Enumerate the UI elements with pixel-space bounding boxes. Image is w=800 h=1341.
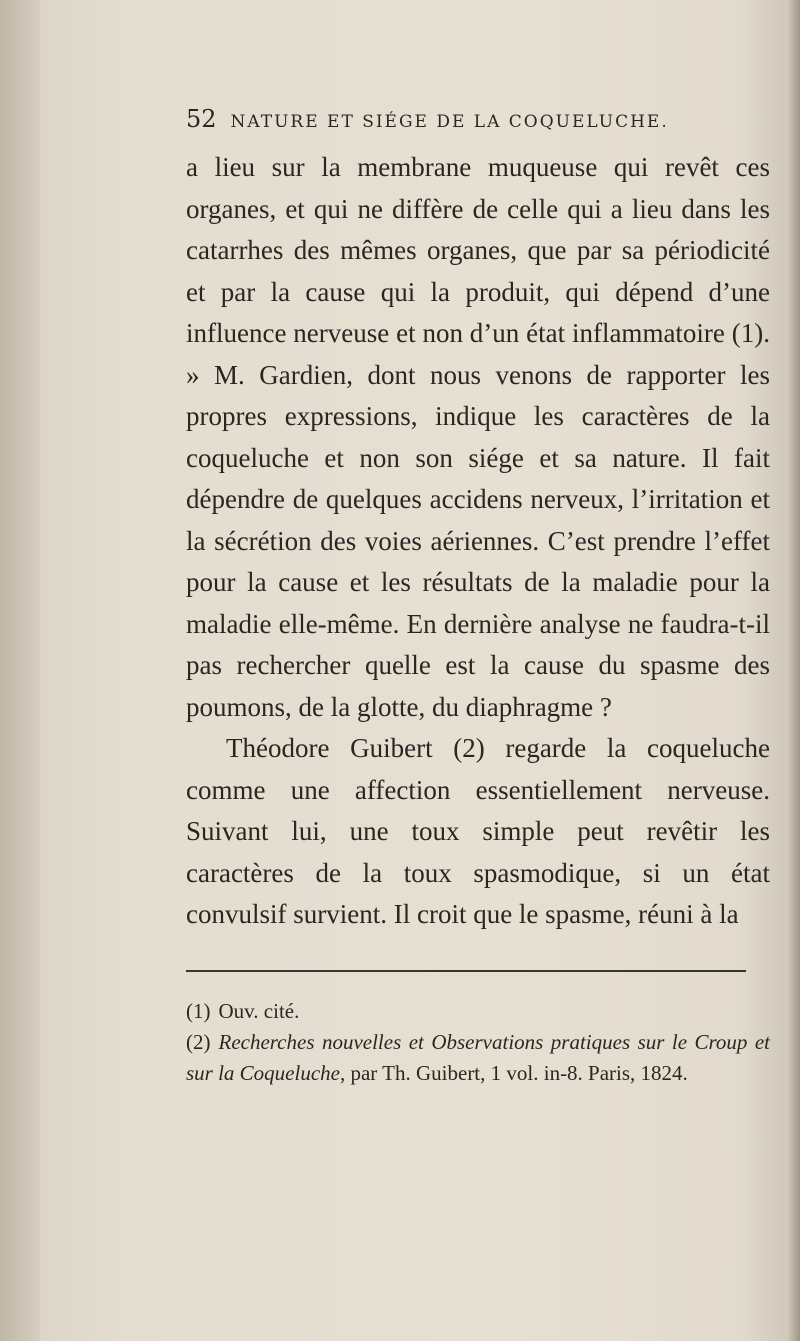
footnote-book-title: Recherches nouvelles et Observations pratiques sur le Croup et sur la Coqueluche <box>186 1029 770 1085</box>
running-head-title: NATURE ET SIÉGE DE LA COQUELUCHE. <box>230 112 669 132</box>
footnote-text: Ouv. cité. <box>218 998 300 1023</box>
page-content <box>186 105 770 1089</box>
body-text <box>186 147 770 936</box>
paragraph-1: a lieu sur la membrane muqueuse qui revêt ces organes, et qui ne diffère de celle qui a lieu dans les catarrhes des mêmes organes, que par sa périodicité et par la cause qui la produit, qui dépend d’une influence nerveuse et non d’un état inflammatoire (1). » M. Gardien, dont nous venons de rapporter les propres expressions, indique les caractères de la coqueluche et non son siége et sa nature. Il fait dépendre de quelques accidens nerveux, l’irritation et la sécrétion des voies aériennes. C’est prendre l’effet pour la cause et les résultats de la maladie pour la maladie elle-même. En dernière analyse ne faudra-t-il pas rechercher quelle est la cause du spasme des poumons, de la glotte, du diaphragme ? <box>186 152 770 722</box>
page-left-edge <box>0 0 40 1341</box>
running-head <box>186 105 770 133</box>
footnote-mark: (2) <box>186 1029 211 1054</box>
paragraph-2: Théodore Guibert (2) regarde la coqueluche comme une affection essentiellement nerveuse. Suivant lui, une toux simple peut revêtir les caractères de la toux spasmodique, si un état convulsif survient. Il croit que le spasme, réuni à la <box>186 733 770 929</box>
page-number: 52 <box>186 105 217 133</box>
footnote-1 <box>186 996 770 1027</box>
page-right-edge <box>786 0 800 1341</box>
footnote-2 <box>186 1027 770 1089</box>
footnote-text: , par Th. Guibert, 1 vol. in-8. Paris, 1824. <box>339 1060 688 1085</box>
footnote-mark: (1) <box>186 998 211 1023</box>
footnote-rule <box>186 970 746 972</box>
footnotes <box>186 996 770 1089</box>
